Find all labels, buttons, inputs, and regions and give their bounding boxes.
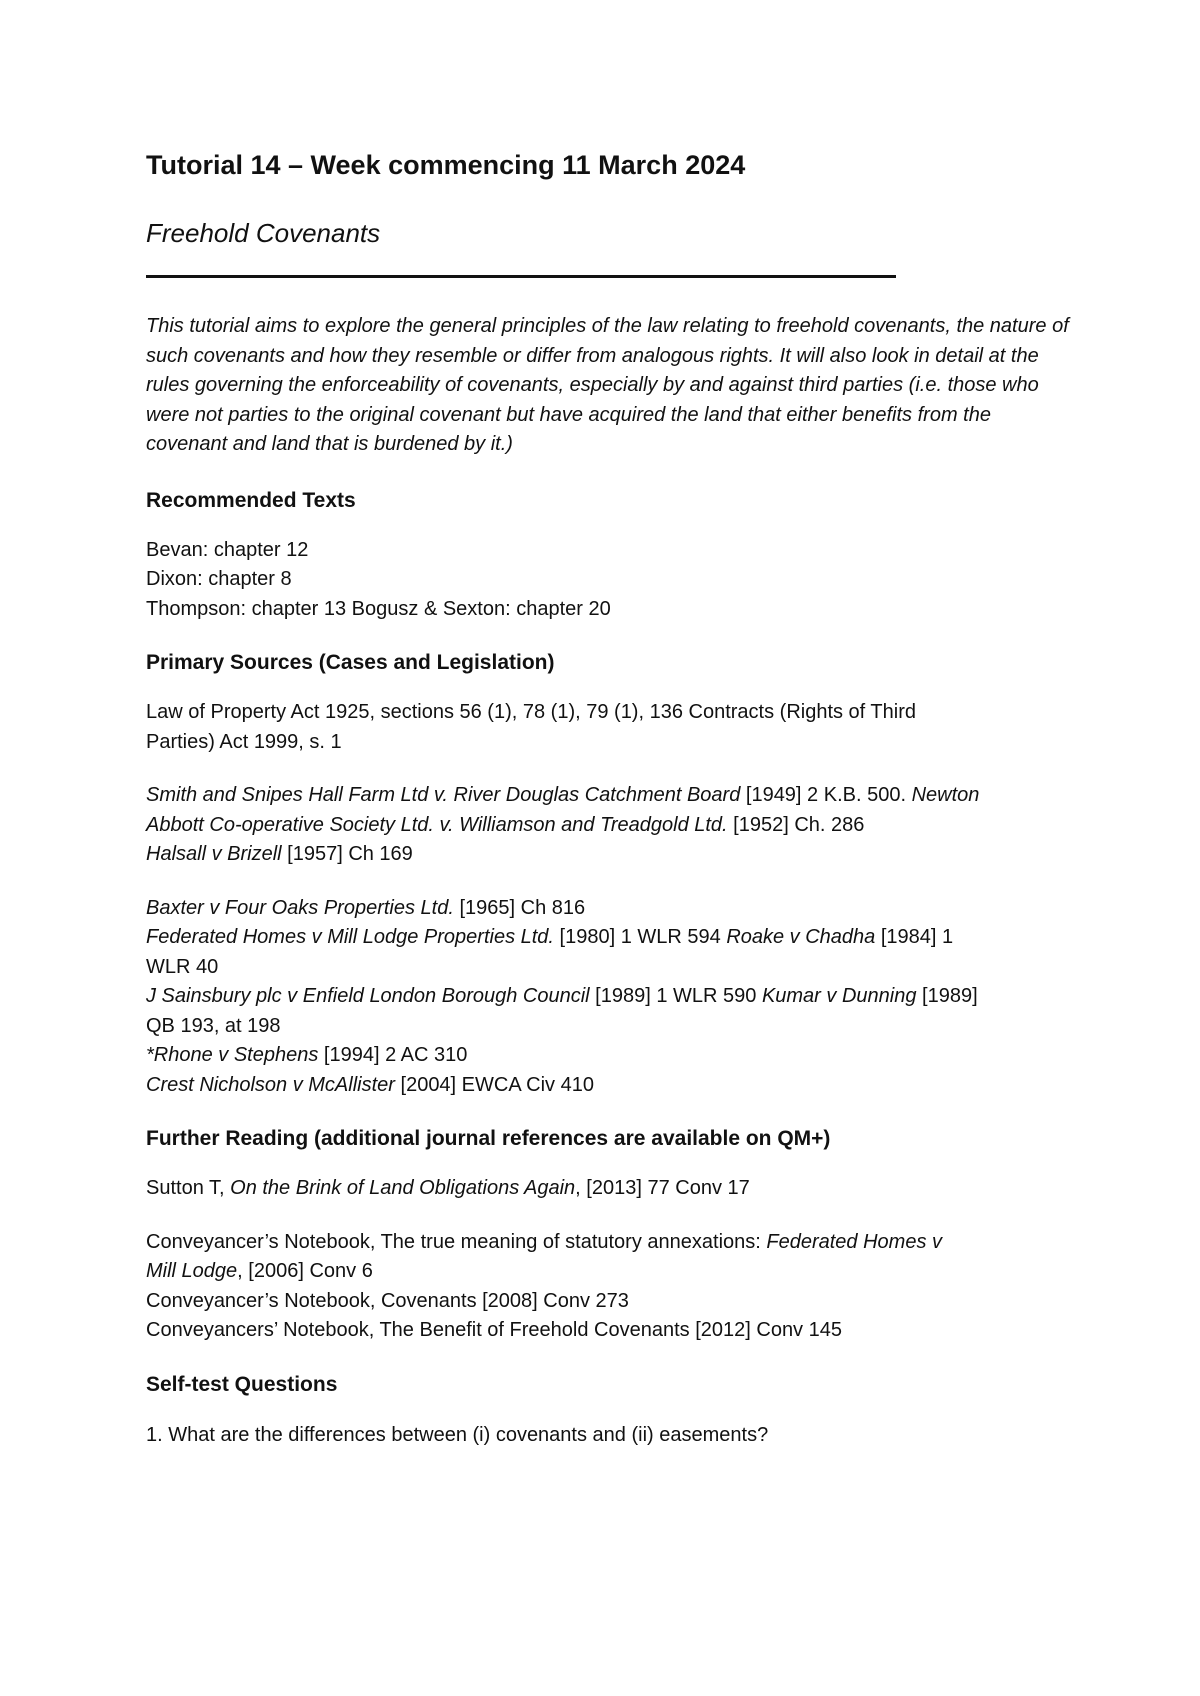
case-line: QB 193, at 198 bbox=[146, 1014, 281, 1037]
case-line bbox=[146, 982, 1100, 1012]
recommended-item: Thompson: chapter 13 Bogusz & Sexton: chapter 20 bbox=[146, 597, 611, 620]
case-line bbox=[146, 811, 1100, 841]
further-reading-list bbox=[146, 1228, 1100, 1346]
case-name: Abbott Co-operative Society Ltd. v. Williamson and Treadgold Ltd. bbox=[146, 813, 728, 836]
case-citation: [1980] 1 WLR 594 bbox=[553, 926, 727, 948]
statute-line: Parties) Act 1999, s. 1 bbox=[146, 730, 342, 753]
reading-line bbox=[146, 1257, 1100, 1287]
reading-citation: , [2013] 77 Conv 17 bbox=[575, 1177, 750, 1199]
case-line bbox=[146, 894, 1100, 924]
divider-rule bbox=[146, 275, 896, 278]
case-citation: [1952] Ch. 286 bbox=[727, 813, 865, 836]
recommended-heading: Recommended Texts bbox=[146, 488, 356, 512]
page-subtitle: Freehold Covenants bbox=[146, 218, 381, 248]
case-name: *Rhone v Stephens bbox=[146, 1044, 319, 1066]
recommended-item: Dixon: chapter 8 bbox=[146, 568, 292, 590]
case-line bbox=[146, 1041, 1100, 1071]
case-line bbox=[146, 781, 1100, 811]
case-line bbox=[146, 1071, 1100, 1101]
case-name: Kumar v Dunning bbox=[761, 985, 917, 1007]
primary-heading: Primary Sources (Cases and Legislation) bbox=[146, 651, 555, 674]
case-name: Roake v Chadha bbox=[726, 926, 876, 948]
reading-title: Federated Homes v bbox=[766, 1230, 943, 1253]
case-name: Baxter v Four Oaks Properties Ltd. bbox=[146, 896, 454, 919]
case-citation: [1989] bbox=[916, 985, 978, 1007]
case-line: WLR 40 bbox=[146, 955, 219, 978]
case-citation: [1989] 1 WLR 590 bbox=[589, 985, 762, 1007]
self-test-question: 1. What are the differences between (i) covenants and (ii) easements? bbox=[146, 1423, 769, 1446]
case-citation: [1965] Ch 816 bbox=[453, 896, 586, 919]
case-name: Halsall v Brizell bbox=[146, 843, 282, 865]
cases-block-2 bbox=[146, 894, 1100, 1101]
reading-text: Conveyancer’s Notebook, The true meaning of statutory annexations: bbox=[146, 1230, 767, 1253]
statutes-block bbox=[146, 698, 1100, 757]
cases-block-1 bbox=[146, 781, 1100, 870]
recommended-list bbox=[146, 536, 1100, 625]
case-name: Smith and Snipes Hall Farm Ltd v. River Douglas Catchment Board bbox=[146, 784, 741, 806]
recommended-item: Bevan: chapter 12 bbox=[146, 538, 309, 561]
statute-line: Law of Property Act 1925, sections 56 (1), 78 (1), 79 (1), 136 Contracts (Rights of Third bbox=[146, 701, 916, 723]
case-name: Newton bbox=[911, 784, 980, 806]
reading-citation: , [2006] Conv 6 bbox=[237, 1260, 373, 1282]
further-reading-item bbox=[146, 1174, 1100, 1204]
reading-title: On the Brink of Land Obligations Again bbox=[230, 1177, 576, 1199]
reading-line bbox=[146, 1228, 1100, 1258]
page-title: Tutorial 14 – Week commencing 11 March 2024 bbox=[146, 150, 746, 180]
case-citation: [1984] 1 bbox=[875, 926, 954, 948]
case-name: Crest Nicholson v McAllister bbox=[146, 1073, 395, 1096]
case-line bbox=[146, 923, 1100, 953]
reading-line: Conveyancer’s Notebook, Covenants [2008] Conv 273 bbox=[146, 1289, 629, 1312]
case-line bbox=[146, 840, 1100, 870]
reading-line: Conveyancers’ Notebook, The Benefit of Freehold Covenants [2012] Conv 145 bbox=[146, 1319, 842, 1341]
case-citation: [1994] 2 AC 310 bbox=[318, 1044, 468, 1066]
reading-title: Mill Lodge bbox=[146, 1260, 238, 1282]
case-citation: [1949] 2 K.B. 500. bbox=[740, 784, 912, 806]
self-test-heading: Self-test Questions bbox=[146, 1372, 338, 1396]
reading-author: Sutton T, bbox=[146, 1177, 231, 1199]
case-citation: [1957] Ch 169 bbox=[281, 843, 413, 865]
case-name: Federated Homes v Mill Lodge Properties Ltd. bbox=[146, 926, 554, 948]
intro-paragraph: This tutorial aims to explore the general principles of the law relating to freehold covenants, the nature of such covenants and how they resemble or differ from analogous rights. It will also look in detail at the rules governing the enforceability of covenants, especially by and against third parties (i.e. those who were not parties to the original covenant but have acquired the land that either benefits from the covenant and land that is burdened by it.) bbox=[146, 315, 1069, 455]
case-citation: [2004] EWCA Civ 410 bbox=[394, 1073, 594, 1096]
case-name: J Sainsbury plc v Enfield London Borough Council bbox=[146, 985, 590, 1007]
reading-line bbox=[146, 1174, 1100, 1204]
further-reading-heading: Further Reading (additional journal references are available on QM+) bbox=[146, 1127, 831, 1150]
